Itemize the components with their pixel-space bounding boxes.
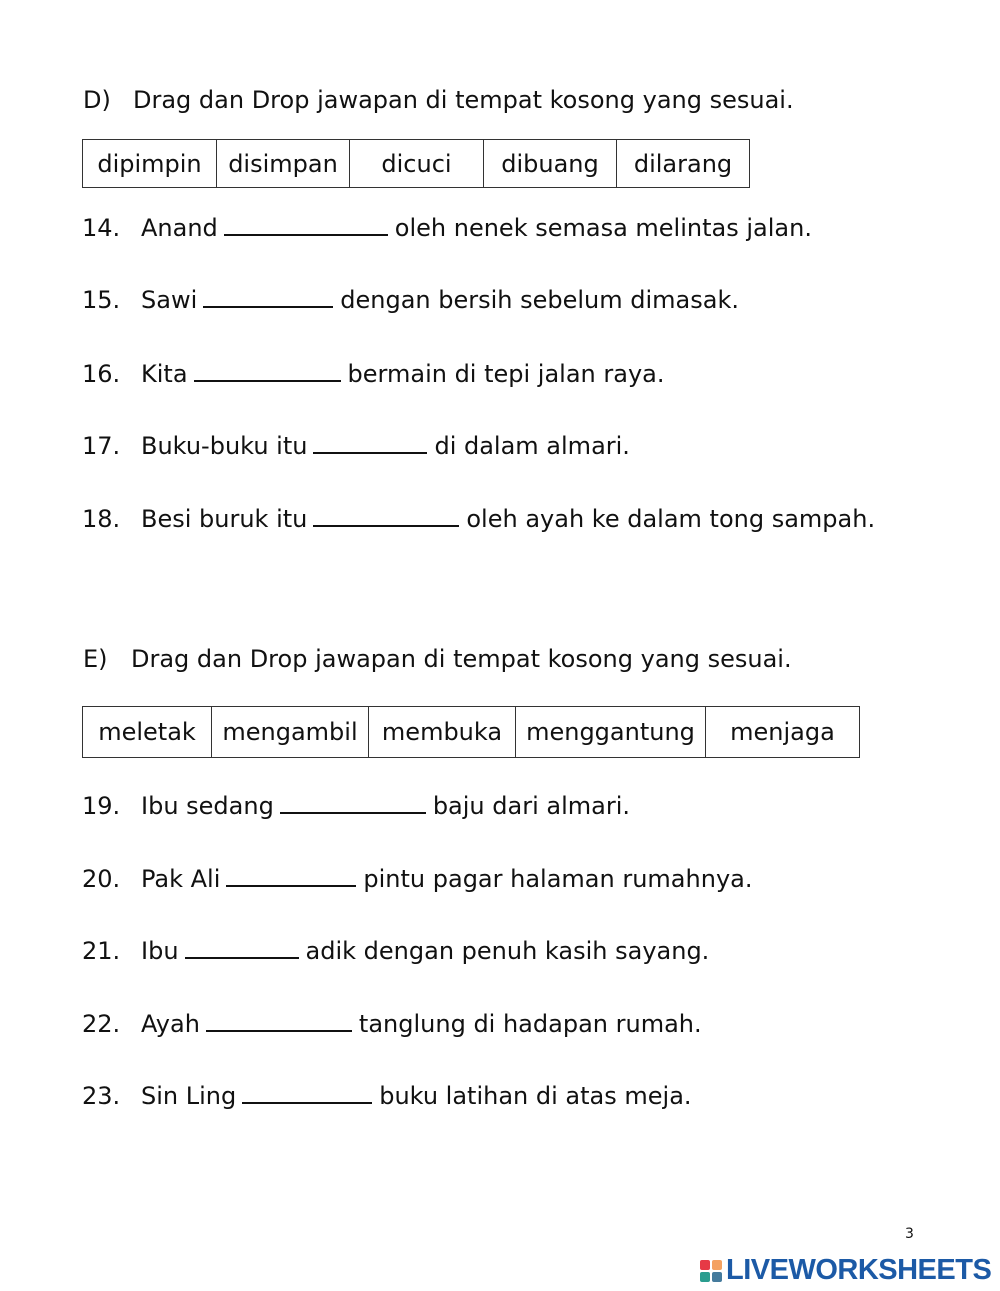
- question-text-after: pintu pagar halaman rumahnya.: [363, 865, 753, 893]
- answer-drop-zone[interactable]: [313, 432, 427, 454]
- question-text-after: buku latihan di atas meja.: [379, 1082, 692, 1110]
- logo-square: [712, 1272, 722, 1282]
- question-text-before: Anand: [141, 214, 218, 242]
- section-e-instruction: Drag dan Drop jawapan di tempat kosong yang sesuai.: [131, 645, 792, 673]
- page-number: 3: [905, 1226, 914, 1242]
- question-number: 15.: [82, 286, 121, 314]
- question-text-before: Pak Ali: [141, 865, 221, 893]
- answer-drop-zone[interactable]: [206, 1010, 352, 1032]
- answer-drop-zone[interactable]: [203, 286, 333, 308]
- section-e-heading: [83, 645, 792, 673]
- section-d-letter: D): [83, 86, 111, 114]
- question-number: 14.: [82, 214, 121, 242]
- draggable-word[interactable]: membuka: [369, 707, 516, 757]
- question-text-before: Sin Ling: [141, 1082, 237, 1110]
- logo-icon: [700, 1260, 722, 1282]
- section-d-instruction: Drag dan Drop jawapan di tempat kosong yang sesuai.: [133, 86, 794, 114]
- question-19: [82, 792, 630, 820]
- answer-drop-zone[interactable]: [194, 360, 341, 382]
- question-number: 16.: [82, 360, 121, 388]
- draggable-word[interactable]: dipimpin: [83, 140, 217, 187]
- question-21: [82, 937, 709, 965]
- question-number: 22.: [82, 1010, 121, 1038]
- question-23: [82, 1082, 692, 1110]
- question-text-after: adik dengan penuh kasih sayang.: [305, 937, 710, 965]
- section-e-letter: E): [83, 645, 108, 673]
- question-text-after: di dalam almari.: [434, 432, 630, 460]
- liveworksheets-logo: [700, 1254, 991, 1287]
- question-text-before: Ibu sedang: [141, 792, 274, 820]
- question-18: [82, 505, 875, 533]
- answer-drop-zone[interactable]: [280, 792, 426, 814]
- question-15: [82, 286, 739, 314]
- question-16: [82, 360, 665, 388]
- question-text-after: oleh nenek semasa melintas jalan.: [394, 214, 812, 242]
- section-d-heading: [83, 86, 794, 114]
- question-number: 20.: [82, 865, 121, 893]
- question-number: 18.: [82, 505, 121, 533]
- question-text-after: baju dari almari.: [432, 792, 630, 820]
- question-text-after: dengan bersih sebelum dimasak.: [340, 286, 740, 314]
- word-bank-d: [82, 139, 750, 188]
- question-text-before: Sawi: [141, 286, 198, 314]
- draggable-word[interactable]: menggantung: [516, 707, 706, 757]
- draggable-word[interactable]: mengambil: [212, 707, 369, 757]
- question-number: 17.: [82, 432, 121, 460]
- question-text-after: bermain di tepi jalan raya.: [347, 360, 665, 388]
- answer-drop-zone[interactable]: [224, 214, 388, 236]
- question-20: [82, 865, 752, 893]
- question-22: [82, 1010, 702, 1038]
- draggable-word[interactable]: menjaga: [730, 718, 835, 746]
- draggable-word[interactable]: meletak: [83, 707, 212, 757]
- question-number: 19.: [82, 792, 121, 820]
- answer-drop-zone[interactable]: [313, 505, 459, 527]
- logo-square: [712, 1260, 722, 1270]
- word-bank-e: [82, 706, 860, 758]
- draggable-word[interactable]: dicuci: [350, 140, 484, 187]
- draggable-word[interactable]: dibuang: [484, 140, 617, 187]
- question-number: 21.: [82, 937, 121, 965]
- logo-text: LIVEWORKSHEETS: [726, 1254, 992, 1286]
- question-17: [82, 432, 630, 460]
- answer-drop-zone[interactable]: [242, 1082, 372, 1104]
- question-text-before: Buku-buku itu: [141, 432, 308, 460]
- question-text-before: Kita: [141, 360, 188, 388]
- question-text-before: Ayah: [141, 1010, 200, 1038]
- question-text-before: Besi buruk itu: [141, 505, 308, 533]
- answer-drop-zone[interactable]: [226, 865, 356, 887]
- question-number: 23.: [82, 1082, 121, 1110]
- question-text-before: Ibu: [141, 937, 179, 965]
- answer-drop-zone[interactable]: [185, 937, 299, 959]
- draggable-word[interactable]: disimpan: [217, 140, 350, 187]
- question-text-after: tanglung di hadapan rumah.: [358, 1010, 702, 1038]
- logo-square: [700, 1272, 710, 1282]
- question-14: [82, 214, 812, 242]
- draggable-word[interactable]: dilarang: [633, 149, 733, 178]
- logo-square: [700, 1260, 710, 1270]
- question-text-after: oleh ayah ke dalam tong sampah.: [466, 505, 876, 533]
